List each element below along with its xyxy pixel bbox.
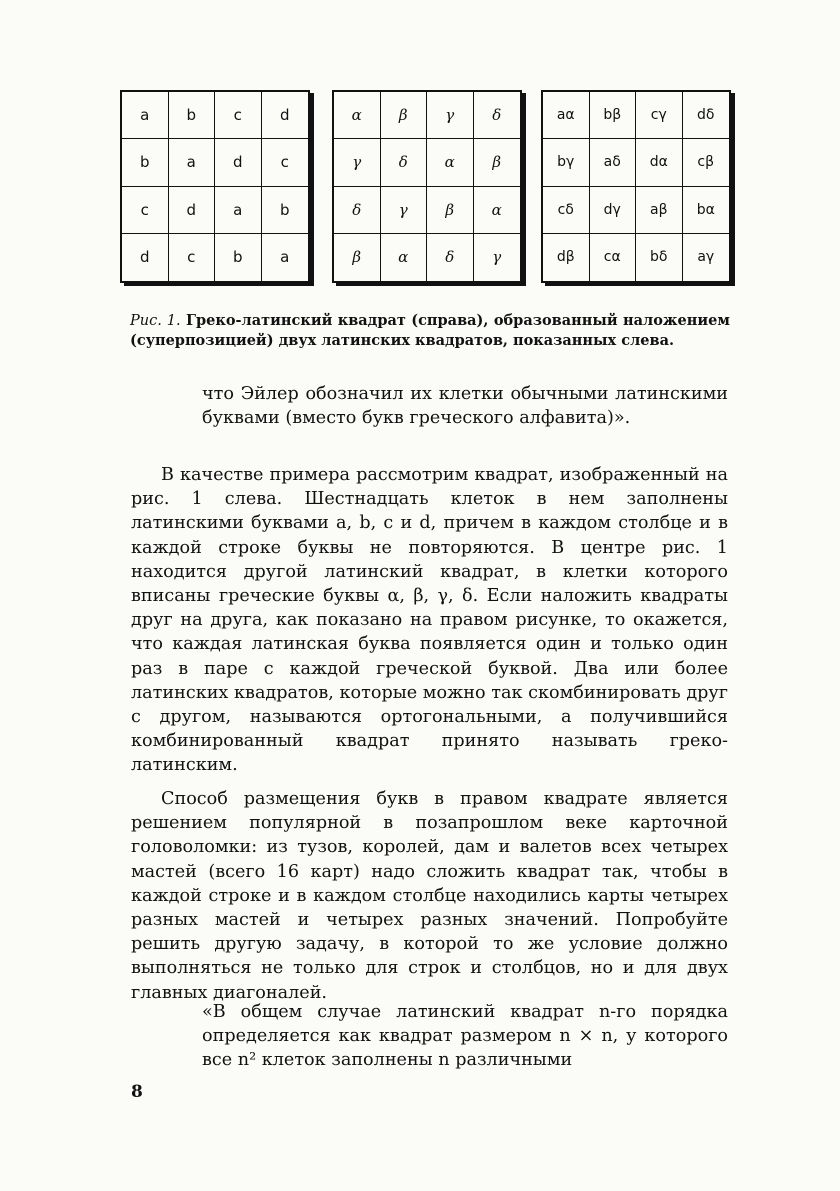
square-cell: b — [262, 187, 309, 234]
quote-continuation-paragraph: что Эйлер обозначил их клетки обычными латинскими буквами (вместо букв греческого алфавита)». — [202, 384, 728, 429]
square-cell: a — [169, 139, 216, 186]
square-cell: aδ — [590, 139, 637, 186]
square-cell: δ — [427, 234, 474, 281]
square-cell: β — [474, 139, 521, 186]
square-cell: β — [381, 92, 428, 139]
square-cell: δ — [334, 187, 381, 234]
square-cell: δ — [474, 92, 521, 139]
square-cell: aβ — [636, 187, 683, 234]
square-cell: b — [215, 234, 262, 281]
method-paragraph: Способ размещения букв в правом квадрате является решением популярной в позапрошлом веке карточной головоломки: из тузов, королей, дам и валетов всех четырех мастей (всего 16 карт) надо сложить квадрат так, чтобы в каждой строке и в каждом столбце находились карты четырех разных мастей и четырех разных значений. Попробуйте решить другую задачу, в которой то же условие должно выполняться не только для строк и столбцов, но и для двух главных диагоналей. — [131, 789, 728, 1003]
square-cell: γ — [492, 248, 502, 267]
square-cell: cγ — [636, 92, 683, 139]
figure-caption-label: Рис. 1. — [130, 313, 181, 329]
square-cell: α — [474, 187, 521, 234]
square-cell: β — [427, 187, 474, 234]
square-cell: b — [169, 92, 216, 139]
square-cell: aγ — [697, 249, 715, 266]
square-cell: β — [334, 234, 381, 281]
square-cell: c — [122, 187, 169, 234]
latin-square-center — [332, 90, 522, 283]
square-cell: c — [215, 92, 262, 139]
square-cell: bγ — [543, 139, 590, 186]
example-paragraph: В качестве примера рассмотрим квадрат, изображенный на рис. 1 слева. Шестнадцать клеток в нем заполнены латинскими буквами a, b, c и d, причем в каждом столбце и в каждой строке буквы не повторяются. В центре рис. 1 находится другой латинский квадрат, в клетки которого вписаны греческие буквы α, β, γ, δ. Если наложить квадраты друг на друга, как показано на правом рисунке, то окажется, что каждая латинская буква появляется один и только один раз в паре с каждой греческой буквой. Два или более латинских квадратов, которые можно так скомбинировать друг с другом, называются ортогональными, а получившийся комбинированный квадрат принято называть греко-латинским. — [131, 465, 728, 776]
greco-latin-square-right — [541, 90, 731, 283]
square-cell: d — [169, 187, 216, 234]
latin-square-left — [120, 90, 310, 283]
square-cell: α — [381, 234, 428, 281]
square-cell: cδ — [543, 187, 590, 234]
square-cell: γ — [427, 92, 474, 139]
square-cell: dβ — [543, 234, 590, 281]
square-cell: bβ — [590, 92, 637, 139]
square-cell: bδ — [636, 234, 683, 281]
square-cell: cα — [590, 234, 637, 281]
square-cell: d — [122, 234, 169, 281]
square-cell: α — [427, 139, 474, 186]
square-cell: δ — [381, 139, 428, 186]
square-cell: d — [262, 92, 309, 139]
square-cell: dδ — [683, 92, 730, 139]
square-cell: γ — [381, 187, 428, 234]
square-cell: aα — [543, 92, 590, 139]
square-cell: bα — [683, 187, 730, 234]
figure-caption — [130, 311, 730, 351]
page-number: 8 — [131, 1082, 143, 1102]
square-cell: b — [122, 139, 169, 186]
square-cell: α — [334, 92, 381, 139]
figure-caption-text: Греко-латинский квадрат (справа), образованный наложением (суперпозицией) двух латинских квадратов, показанных слева. — [130, 312, 730, 349]
square-cell: dα — [636, 139, 683, 186]
square-cell: cβ — [683, 139, 730, 186]
square-cell: a — [280, 248, 290, 267]
square-cell: a — [215, 187, 262, 234]
square-cell: a — [122, 92, 169, 139]
square-cell: γ — [334, 139, 381, 186]
quote-definition-paragraph: «В общем случае латинский квадрат n-го порядка определяется как квадрат размером n × n, у которого все n² клеток заполнены n различными — [202, 1002, 728, 1071]
square-cell: dγ — [590, 187, 637, 234]
square-cell: d — [215, 139, 262, 186]
square-cell: c — [262, 139, 309, 186]
square-cell: c — [169, 234, 216, 281]
